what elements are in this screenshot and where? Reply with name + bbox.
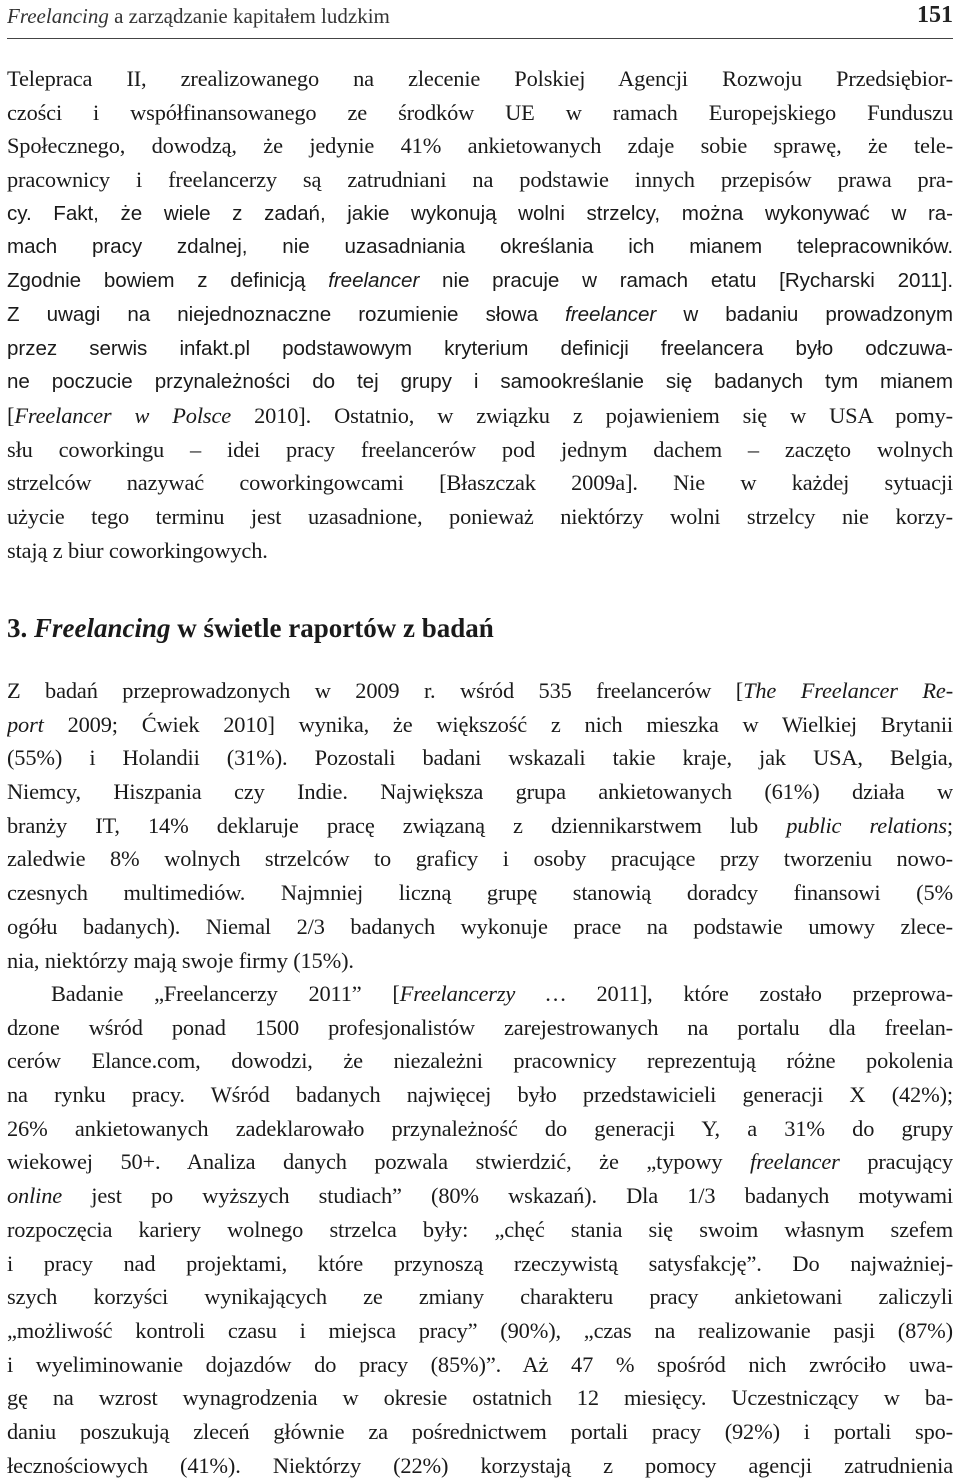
- p3-line: [7, 1348, 953, 1382]
- running-head-title-rest: a zarządzanie kapitałem ludzkim: [108, 4, 390, 28]
- p3-line: dzone wśród ponad 1500 profesjonalistów zarejestrowanych na portalu dla freelan-: [7, 1014, 953, 1040]
- text-run: Zgodnie bowiem z definicją: [7, 269, 329, 293]
- p1-line: cy. Fakt, że wiele z zadań, jakie wykonują wolni strzelcy, można wykonywać w ra-: [7, 201, 953, 225]
- italic-term: freelancer: [565, 302, 657, 326]
- p3-line: 26% ankietowanych zadeklarowało przynależność do generacji Y, a 31% do grupy: [7, 1115, 953, 1141]
- p1-line: czości i współfinansowanego ze środków UE w ramach Europejskiego Funduszu: [7, 99, 953, 125]
- text-run: Aż 47 % spośród nich zwróciło uwa-: [522, 1351, 953, 1377]
- text-run: Wśród badanych najwięcej było przedstawicieli generacji X (42%);: [210, 1082, 953, 1108]
- text-run: ogółu badanych).: [7, 913, 206, 939]
- section-heading-italic: Freelancing: [34, 613, 171, 643]
- text-run: Nie w każdej sytuacji: [673, 470, 953, 496]
- text-run: branży IT, 14% deklaruje pracę związaną z dziennikarstwem lub: [7, 812, 787, 838]
- p1-line: [7, 466, 953, 500]
- text-run: wiekowej 50+.: [7, 1149, 187, 1175]
- text-run: pracujący: [839, 1149, 953, 1175]
- text-run: na rynku pracy.: [7, 1082, 211, 1108]
- section-number: 3.: [7, 613, 34, 643]
- paragraph-3: [7, 977, 953, 1480]
- p1-line: użycie tego terminu jest uzasadnione, ponieważ niektórzy wolni strzelcy nie korzy-: [7, 503, 953, 529]
- text-run: strzelców nazywać coworkingowcami [Błaszczak 2009a].: [7, 470, 674, 496]
- italic-citation: Freelancer w Polsce: [14, 402, 232, 428]
- text-run: nie pracuje w ramach etatu [Rycharski 2011].: [419, 269, 953, 293]
- p1-line: przez serwis infakt.pl podstawowym kryterium definicji freelancera było odczuwa-: [7, 336, 953, 360]
- text-run: [: [7, 402, 15, 428]
- p1-line: [7, 264, 953, 298]
- p1-line: stają z biur coworkingowych.: [7, 537, 268, 563]
- text-run: czesnych multimediów.: [7, 880, 281, 906]
- p3-line: [7, 1145, 953, 1179]
- p3-line: daniu poszukują zleceń głównie za pośrednictwem portali pracy (92%) i portali spo-: [7, 1418, 953, 1444]
- p2-line: [7, 910, 953, 944]
- text-run: Z badań przeprowadzonych w 2009 r. wśród 535 freelancerów [: [7, 678, 744, 703]
- p3-line: [7, 977, 953, 1011]
- p2-line: [7, 708, 953, 742]
- section-heading-rest: w świetle raportów z badań: [170, 613, 494, 643]
- document-page: [7, 0, 953, 1480]
- text-run: Niektórzy (22%) korzystają z pomocy agencji zatrudnienia: [272, 1452, 953, 1478]
- page-number: 151: [917, 2, 953, 28]
- text-run: i wyeliminowanie dojazdów do pracy (85%)”.: [7, 1351, 523, 1377]
- p1-line: [7, 298, 953, 332]
- p3-line: [7, 1247, 953, 1281]
- paragraph-1: [7, 62, 953, 567]
- p3-line: „możliwość kontroli czasu i miejsca pracy” (90%), „czas na realizowanie pasji (87%): [7, 1317, 953, 1343]
- p3-line: [7, 1078, 953, 1112]
- running-head-title: [7, 2, 390, 30]
- p3-line: [7, 1179, 953, 1213]
- running-head-title-italic: Freelancing: [7, 4, 109, 28]
- p3-line: [7, 1449, 953, 1480]
- p2-line: nia, niektórzy mają swoje firmy (15%).: [7, 947, 354, 973]
- p1-line: [7, 399, 953, 433]
- section-heading: [7, 608, 953, 648]
- p1-line: pracownicy i freelancerzy są zatrudniani na podstawie innych przepisów prawa pra-: [7, 167, 953, 193]
- text-run: (55%) i Holandii (31%).: [7, 745, 315, 771]
- paragraph-2: [7, 674, 953, 977]
- text-run: Niemal 2/3 badanych wykonuje prace na podstawie umowy zlece-: [205, 913, 953, 939]
- text-run: Największa grupa ankietowanych (61%) działa w: [380, 779, 953, 805]
- text-run: w badaniu prowadzonym: [656, 302, 953, 326]
- text-run: łecznościowych (41%).: [7, 1452, 273, 1478]
- p1-line: ne poczucie przynależności do tej grupy i samookreślanie się badanych tym mianem: [7, 370, 953, 394]
- text-run: Z uwagi na niejednoznaczne rozumienie słowa: [7, 302, 566, 326]
- text-run: 2010].: [231, 402, 335, 428]
- text-run: Niemcy, Hiszpania czy Indie.: [7, 779, 381, 805]
- p3-line: cerów Elance.com, dowodzi, że niezależni pracownicy reprezentują różne pokolenia: [7, 1048, 953, 1074]
- text-run: Badanie „Freelancerzy 2011” [: [51, 981, 400, 1006]
- p2-line: [7, 876, 953, 910]
- p1-line: słu coworkingu – idei pracy freelancerów pod jednym dachem – zaczęto wolnych: [7, 436, 953, 462]
- italic-term: freelancer: [750, 1149, 840, 1175]
- p1-line: Telepraca II, zrealizowanego na zlecenie Polskiej Agencji Rozwoju Przedsiębior-: [7, 66, 953, 91]
- italic-citation: port: [7, 711, 44, 737]
- text-run: Do najważniej-: [792, 1250, 953, 1276]
- p1-line: mach pracy zdalnej, nie uzasadniania określania ich mianem telepracowników.: [7, 235, 953, 259]
- p2-line: [7, 809, 953, 843]
- text-run: i pracy nad projektami, które przynoszą rzeczywistą satysfakcję”.: [7, 1250, 793, 1276]
- italic-citation: Freelancerzy …: [399, 981, 566, 1006]
- text-run: jest po wyższych studiach” (80% wskazań).: [62, 1183, 627, 1209]
- text-run: Najmniej liczną grupę stanowią doradcy finansowi (5%: [280, 880, 953, 906]
- text-run: ;: [946, 812, 953, 838]
- text-run: Dla 1/3 badanych motywami: [626, 1183, 953, 1209]
- italic-term: freelancer: [328, 269, 420, 293]
- p3-line: gę na wzrost wynagrodzenia w okresie ostatnich 12 miesięcy. Uczestniczący w ba-: [7, 1385, 953, 1411]
- p3-line: rozpoczęcia kariery wolnego strzelca były: „chęć stania się swoim własnym szefem: [7, 1216, 953, 1242]
- p2-line: [7, 741, 953, 775]
- p3-line: szych korzyści wynikających ze zmiany charakteru pracy ankietowani zaliczyli: [7, 1284, 953, 1310]
- italic-term: public relations: [786, 812, 947, 838]
- p2-line: [7, 674, 953, 708]
- running-head: [7, 0, 953, 39]
- p1-line: Społecznego, dowodzą, że jedynie 41% ankietowanych zdaje sobie sprawę, że tele-: [7, 133, 953, 159]
- text-run: Pozostali badani wskazali takie kraje, jak USA, Belgia,: [314, 745, 953, 771]
- italic-term: online: [7, 1183, 63, 1209]
- text-run: Analiza danych pozwala stwierdzić, że „typowy: [186, 1149, 751, 1175]
- text-run: 2009; Ćwiek 2010] wynika, że większość z nich mieszka w Wielkiej Brytanii: [43, 711, 953, 737]
- p2-line: [7, 775, 953, 809]
- italic-citation: The Freelancer Re-: [743, 678, 953, 703]
- text-run: Ostatnio, w związku z pojawieniem się w USA pomy-: [334, 402, 953, 428]
- text-run: 2011], które zostało przeprowa-: [565, 981, 953, 1006]
- p2-line: zaledwie 8% wolnych strzelców to graficy i osoby pracujące przy tworzeniu nowo-: [7, 846, 953, 872]
